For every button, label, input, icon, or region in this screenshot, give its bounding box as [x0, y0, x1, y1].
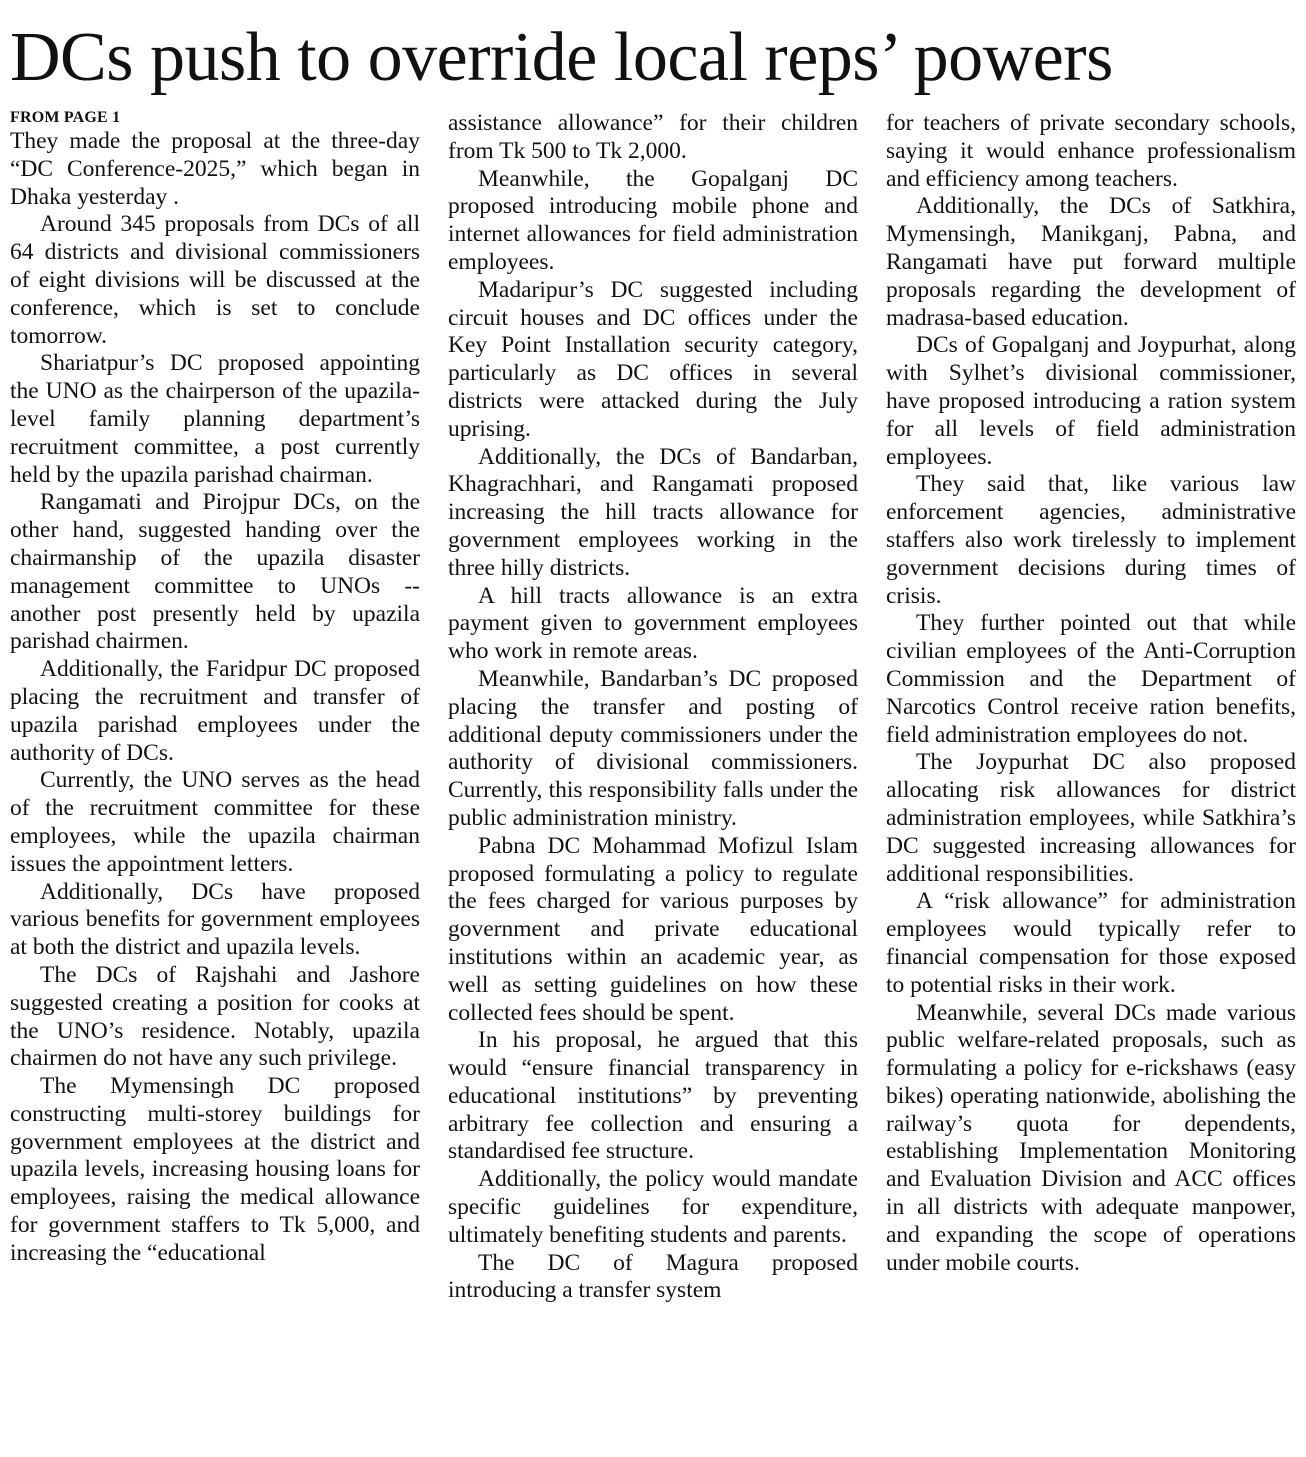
paragraph-continued: for teachers of private secondary schools, saying it would enhance professionalism and efficiency among teachers.	[886, 110, 1296, 192]
headline: DCs push to override local reps’ powers	[10, 19, 1113, 96]
paragraph: A hill tracts allowance is an extra payment given to government employees who work in remote areas.	[448, 582, 858, 665]
paragraph: Meanwhile, Bandarban’s DC proposed placing the transfer and posting of additional deputy commissioners under the authority of divisional commissioners. Currently, this responsibility falls under the public administration ministry.	[448, 665, 858, 831]
paragraph: Additionally, DCs have proposed various benefits for government employees at both the district and upazila levels.	[10, 878, 420, 961]
paragraph: Rangamati and Pirojpur DCs, on the other hand, suggested handing over the chairmanship of the upazila disaster management committee to UNOs -- another post presently held by upazila parishad chairmen.	[10, 489, 420, 655]
paragraph: Meanwhile, several DCs made various public welfare-related proposals, such as formulating a policy for e-rickshaws (easy bikes) operating nationwide, abolishing the railway’s quota for dependents, establishing Implementation Monitoring and Evaluation Division and ACC offices in all districts with adequate manpower, and expanding the scope of operations under mobile courts.	[886, 999, 1296, 1276]
paragraph: Madaripur’s DC suggested including circuit houses and DC offices under the Key Point Installation security category, particularly as DC offices in several districts were attacked during the July uprising.	[448, 276, 858, 442]
paragraph: Around 345 proposals from DCs of all 64 districts and divisional commissioners of eight divisions will be discussed at the conference, which is set to conclude tomorrow.	[10, 211, 420, 349]
article-column-3	[886, 110, 1296, 1277]
paragraph: The Joypurhat DC also proposed allocating risk allowances for district administration employees, while Satkhira’s DC suggested increasing allowances for additional responsibilities.	[886, 749, 1296, 887]
paragraph: They made the proposal at the three-day “DC Conference-2025,” which began in Dhaka yesterday .	[10, 128, 420, 210]
paragraph: The DCs of Rajshahi and Jashore suggested creating a position for cooks at the UNO’s residence. Notably, upazila chairmen do not have any such privilege.	[10, 961, 420, 1072]
paragraph: Currently, the UNO serves as the head of the recruitment committee for these employees, while the upazila chairman issues the appointment letters.	[10, 767, 420, 877]
paragraph: A “risk allowance” for administration employees would typically refer to financial compensation for those exposed to potential risks in their work.	[886, 888, 1296, 998]
article-column-2	[448, 110, 858, 1305]
paragraph: Pabna DC Mohammad Mofizul Islam proposed formulating a policy to regulate the fees charged for various purposes by government and private educational institutions within an academic year, as well as setting guidelines on how these collected fees should be spent.	[448, 832, 858, 1026]
paragraph: Shariatpur’s DC proposed appointing the UNO as the chairperson of the upazila-level family planning department’s recruitment committee, a post currently held by the upazila parishad chairman.	[10, 350, 420, 488]
paragraph: The Mymensingh DC proposed constructing multi-storey buildings for government employees at the district and upazila levels, increasing housing loans for employees, raising the medical allowance for government staffers to Tk 5,000, and increasing the “educational	[10, 1073, 420, 1266]
paragraph: In his proposal, he argued that this would “ensure financial transparency in educational institutions” by preventing arbitrary fee collection and ensuring a standardised fee structure.	[448, 1027, 858, 1165]
paragraph: Additionally, the policy would mandate specific guidelines for expenditure, ultimately benefiting students and parents.	[448, 1166, 858, 1248]
paragraph: They said that, like various law enforcement agencies, administrative staffers also work tirelessly to implement government decisions during times of crisis.	[886, 471, 1296, 609]
paragraph: Additionally, the Faridpur DC proposed placing the recruitment and transfer of upazila parishad employees under the authority of DCs.	[10, 656, 420, 766]
paragraph: Meanwhile, the Gopalganj DC proposed introducing mobile phone and internet allowances for field administration employees.	[448, 165, 858, 275]
paragraph-continued: assistance allowance” for their children from Tk 500 to Tk 2,000.	[448, 110, 858, 164]
article-column-1	[10, 108, 420, 1268]
paragraph: Additionally, the DCs of Bandarban, Khagrachhari, and Rangamati proposed increasing the hill tracts allowance for government employees working in the three hilly districts.	[448, 443, 858, 581]
paragraph: DCs of Gopalganj and Joypurhat, along with Sylhet’s divisional commissioner, have proposed introducing a ration system for all levels of field administration employees.	[886, 332, 1296, 470]
paragraph: They further pointed out that while civilian employees of the Anti-Corruption Commission and the Department of Narcotics Control receive ration benefits, field administration employees do not.	[886, 610, 1296, 748]
kicker-from-page: FROM PAGE 1	[10, 109, 121, 126]
paragraph: The DC of Magura proposed introducing a transfer system	[448, 1249, 858, 1304]
paragraph: Additionally, the DCs of Satkhira, Mymensingh, Manikganj, Pabna, and Rangamati have put forward multiple proposals regarding the development of madrasa-based education.	[886, 193, 1296, 331]
